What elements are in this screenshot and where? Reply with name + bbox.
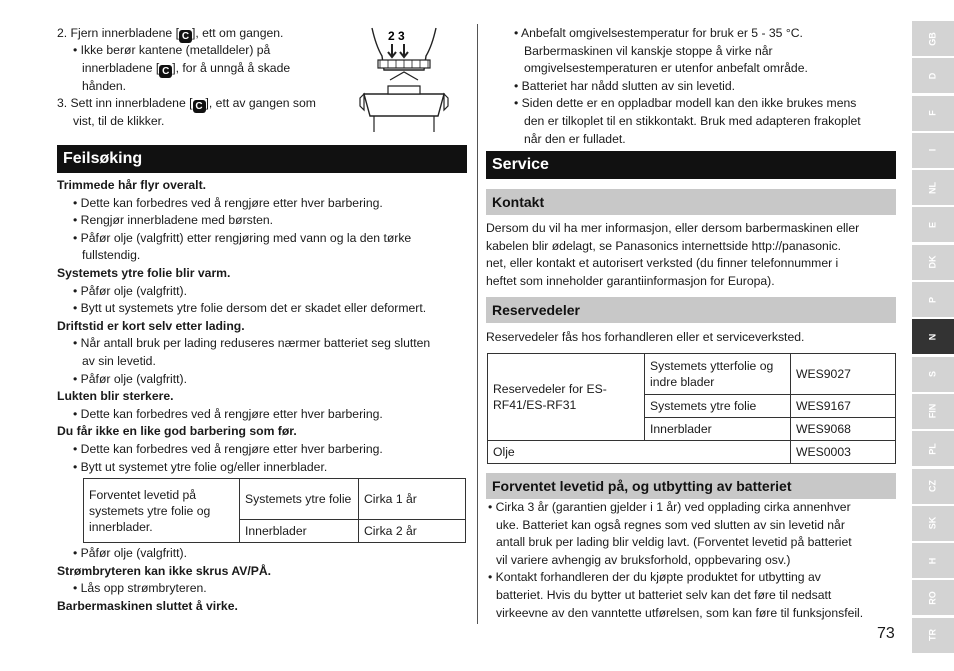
language-tab-i[interactable] xyxy=(912,133,954,168)
spare-part-name-cell: Systemets ytterfolie og indre blader xyxy=(645,354,791,395)
language-tab-label: DK xyxy=(927,255,938,269)
text-line: • Dette kan forbedres ved å rengjøre etter hver barbering. xyxy=(73,195,383,210)
language-tab-dk[interactable] xyxy=(912,245,954,280)
text-line: • Påfør olje (valgfritt). xyxy=(73,283,187,298)
text-line: • Bytt ut systemet ytre folie og/eller innerblader. xyxy=(73,459,328,474)
language-tab-label: SK xyxy=(927,517,938,530)
subheading-battery-lifetime: Forventet levetid på, og utbytting av batteriet xyxy=(486,473,896,499)
text-line: • Anbefalt omgivelsestemperatur for bruk er 5 - 35 °C. xyxy=(514,26,803,40)
text-line: • Rengjør innerbladene med børsten. xyxy=(73,213,274,228)
text-line: Barbermaskinen vil kanskje stoppe å virke når xyxy=(524,43,773,58)
spare-part-code-cell: WES9068 xyxy=(791,418,896,441)
language-tab-d[interactable] xyxy=(912,58,954,93)
lifetime-value-cell: Cirka 2 år xyxy=(359,520,466,543)
text-line: Dersom du vil ha mer informasjon, eller dersom barbermaskinen eller xyxy=(486,221,860,235)
text-line: • Når antall bruk per lading reduseres nærmer batteriet seg slutten xyxy=(73,336,431,351)
language-tab-label: D xyxy=(927,72,938,80)
text-line: • Påfør olje (valgfritt). xyxy=(73,546,187,560)
text-line: heftet som inneholder garantiinformasjon for Europa). xyxy=(486,273,775,288)
text-line: • Påfør olje (valgfritt) etter rengjøring med vann og la den tørke xyxy=(73,230,412,245)
text-line: antall bruk per lading blir veldig lavt. (Forventet levetid på batteriet xyxy=(496,535,852,550)
text-line: • Påfør olje (valgfritt). xyxy=(73,371,187,386)
problem-heading: Trimmede hår flyr overalt. xyxy=(57,178,207,192)
language-tab-e[interactable] xyxy=(912,207,954,242)
part-c-icon: C xyxy=(179,30,192,43)
text-line: • Kontakt forhandleren der du kjøpte produktet for utbytting av xyxy=(488,570,821,585)
language-tab-ro[interactable] xyxy=(912,580,954,615)
problem-heading: Du får ikke en like god barbering som før. xyxy=(57,424,297,439)
text-line: omgivelsestemperaturen er utenfor anbefalt område. xyxy=(524,61,808,76)
text-line: • Dette kan forbedres ved å rengjøre etter hver barbering. xyxy=(73,406,383,421)
language-tab-pl[interactable] xyxy=(912,431,954,466)
language-tab-label: H xyxy=(927,557,938,564)
page-number: 73 xyxy=(877,625,895,642)
problem-heading: Lukten blir sterkere. xyxy=(57,389,174,404)
language-tab-p[interactable] xyxy=(912,282,954,317)
section-heading-feilsoking: Feilsøking xyxy=(57,145,467,173)
language-tab-h[interactable] xyxy=(912,543,954,578)
blade-install-figure xyxy=(358,24,450,136)
lifetime-part-cell: Systemets ytre folie xyxy=(240,479,359,520)
text-line: batteriet. Hvis du bytter ut batteriet selv kan det føre til nedsatt xyxy=(496,588,832,602)
language-tab-f[interactable] xyxy=(912,96,954,131)
language-tab-label: F xyxy=(927,110,938,116)
language-tab-label: E xyxy=(927,221,938,228)
spare-part-name-cell: Innerblader xyxy=(645,418,791,441)
text-line: net, eller kontakt et autorisert verksted (du finner telefonnummer i xyxy=(486,256,839,271)
text-line: • Cirka 3 år (garantien gjelder i 1 år) ved opplading cirka annenhver xyxy=(488,500,851,514)
intro-line-4: hånden. xyxy=(82,79,127,93)
lifetime-label-cell: Forventet levetid på systemets ytre folie og innerblader. xyxy=(84,479,240,543)
language-tab-label: N xyxy=(927,333,938,341)
subheading-kontakt: Kontakt xyxy=(486,189,896,215)
blade-lifetime-table xyxy=(83,478,466,543)
section-heading-service: Service xyxy=(486,151,896,179)
column-divider xyxy=(477,24,478,624)
problem-heading: Strømbryteren kan ikke skrus AV/PÅ. xyxy=(57,563,272,578)
language-tab-label: TR xyxy=(927,629,938,642)
language-tab-label: CZ xyxy=(927,480,938,493)
reservedeler-text: Reservedeler fås hos forhandleren eller et serviceverksted. xyxy=(486,330,805,344)
language-tab-label: GB xyxy=(927,31,938,46)
text-line: fullstendig. xyxy=(82,248,141,263)
text-line: kabelen blir ødelagt, se Panasonics internettside http://panasonic. xyxy=(486,238,842,253)
intro-line-3: innerbladene [ C ], for å unngå å skade xyxy=(82,61,291,77)
intro-line-5: 3. Sett inn innerbladene [ C ], ett av gangen som xyxy=(57,96,316,112)
lifetime-value-cell: Cirka 1 år xyxy=(359,479,466,520)
subheading-reservedeler: Reservedeler xyxy=(486,297,896,323)
figure-step-label: 2 3 xyxy=(388,29,405,43)
language-tab-label: S xyxy=(927,371,938,378)
text-line: virkeevne av den vanntette utførelsen, som kan føre til funksjonsfeil. xyxy=(496,605,864,620)
problem-heading: Systemets ytre folie blir varm. xyxy=(57,266,231,280)
intro-line-2: • Ikke berør kantene (metalldeler) på xyxy=(73,43,271,57)
lifetime-part-cell: Innerblader xyxy=(240,520,359,543)
spare-part-name-cell: Systemets ytre folie xyxy=(645,395,791,418)
language-tab-tr[interactable] xyxy=(912,618,954,653)
spare-part-name-cell: Olje xyxy=(488,441,791,464)
spare-part-code-cell: WES9027 xyxy=(791,354,896,395)
text-line: vil variere avhengig av bruksforhold, oppbevaring osv.) xyxy=(496,552,791,567)
language-tabs xyxy=(912,21,954,655)
problem-heading: Driftstid er kort selv etter lading. xyxy=(57,318,245,333)
part-c-icon: C xyxy=(159,65,172,78)
text-line: • Bytt ut systemets ytre folie dersom det er skadet eller deformert. xyxy=(73,301,427,316)
intro-line-6: vist, til de klikker. xyxy=(73,114,165,128)
intro-line-1: 2. Fjern innerbladene [ C ], ett om gangen. xyxy=(57,26,284,42)
language-tab-label: P xyxy=(927,296,938,303)
text-line: • Batteriet har nådd slutten av sin levetid. xyxy=(514,78,736,93)
text-line: • Lås opp strømbryteren. xyxy=(73,581,207,596)
text-line: • Siden dette er en oppladbar modell kan den ikke brukes mens xyxy=(514,96,857,111)
spare-part-code-cell: WES0003 xyxy=(791,441,896,464)
language-tab-label: PL xyxy=(927,443,938,455)
language-tab-label: RO xyxy=(927,591,938,605)
language-tab-cz[interactable] xyxy=(912,469,954,504)
text-line: den er tilkoplet til en stikkontakt. Bruk med adapteren frakoplet xyxy=(524,114,861,128)
language-tab-fin[interactable] xyxy=(912,394,954,429)
language-tab-gb[interactable] xyxy=(912,21,954,56)
text-line: av sin levetid. xyxy=(82,354,156,368)
language-tab-s[interactable] xyxy=(912,357,954,392)
text-line: uke. Batteriet kan også regnes som ved slutten av sin levetid når xyxy=(496,517,845,532)
language-tab-label: I xyxy=(927,149,938,152)
language-tab-sk[interactable] xyxy=(912,506,954,541)
problem-heading: Barbermaskinen sluttet å virke. xyxy=(57,598,238,613)
text-line: • Dette kan forbedres ved å rengjøre etter hver barbering. xyxy=(73,442,383,456)
spare-parts-label-cell: Reservedeler for ES-RF41/ES-RF31 xyxy=(488,354,645,441)
part-c-icon: C xyxy=(193,100,206,113)
language-tab-label: NL xyxy=(927,181,938,194)
language-tab-n[interactable] xyxy=(912,319,954,354)
spare-part-code-cell: WES9167 xyxy=(791,395,896,418)
spare-parts-table xyxy=(487,353,896,464)
text-line: når den er fulladet. xyxy=(524,131,626,146)
language-tab-nl[interactable] xyxy=(912,170,954,205)
language-tab-label: FIN xyxy=(927,404,938,419)
